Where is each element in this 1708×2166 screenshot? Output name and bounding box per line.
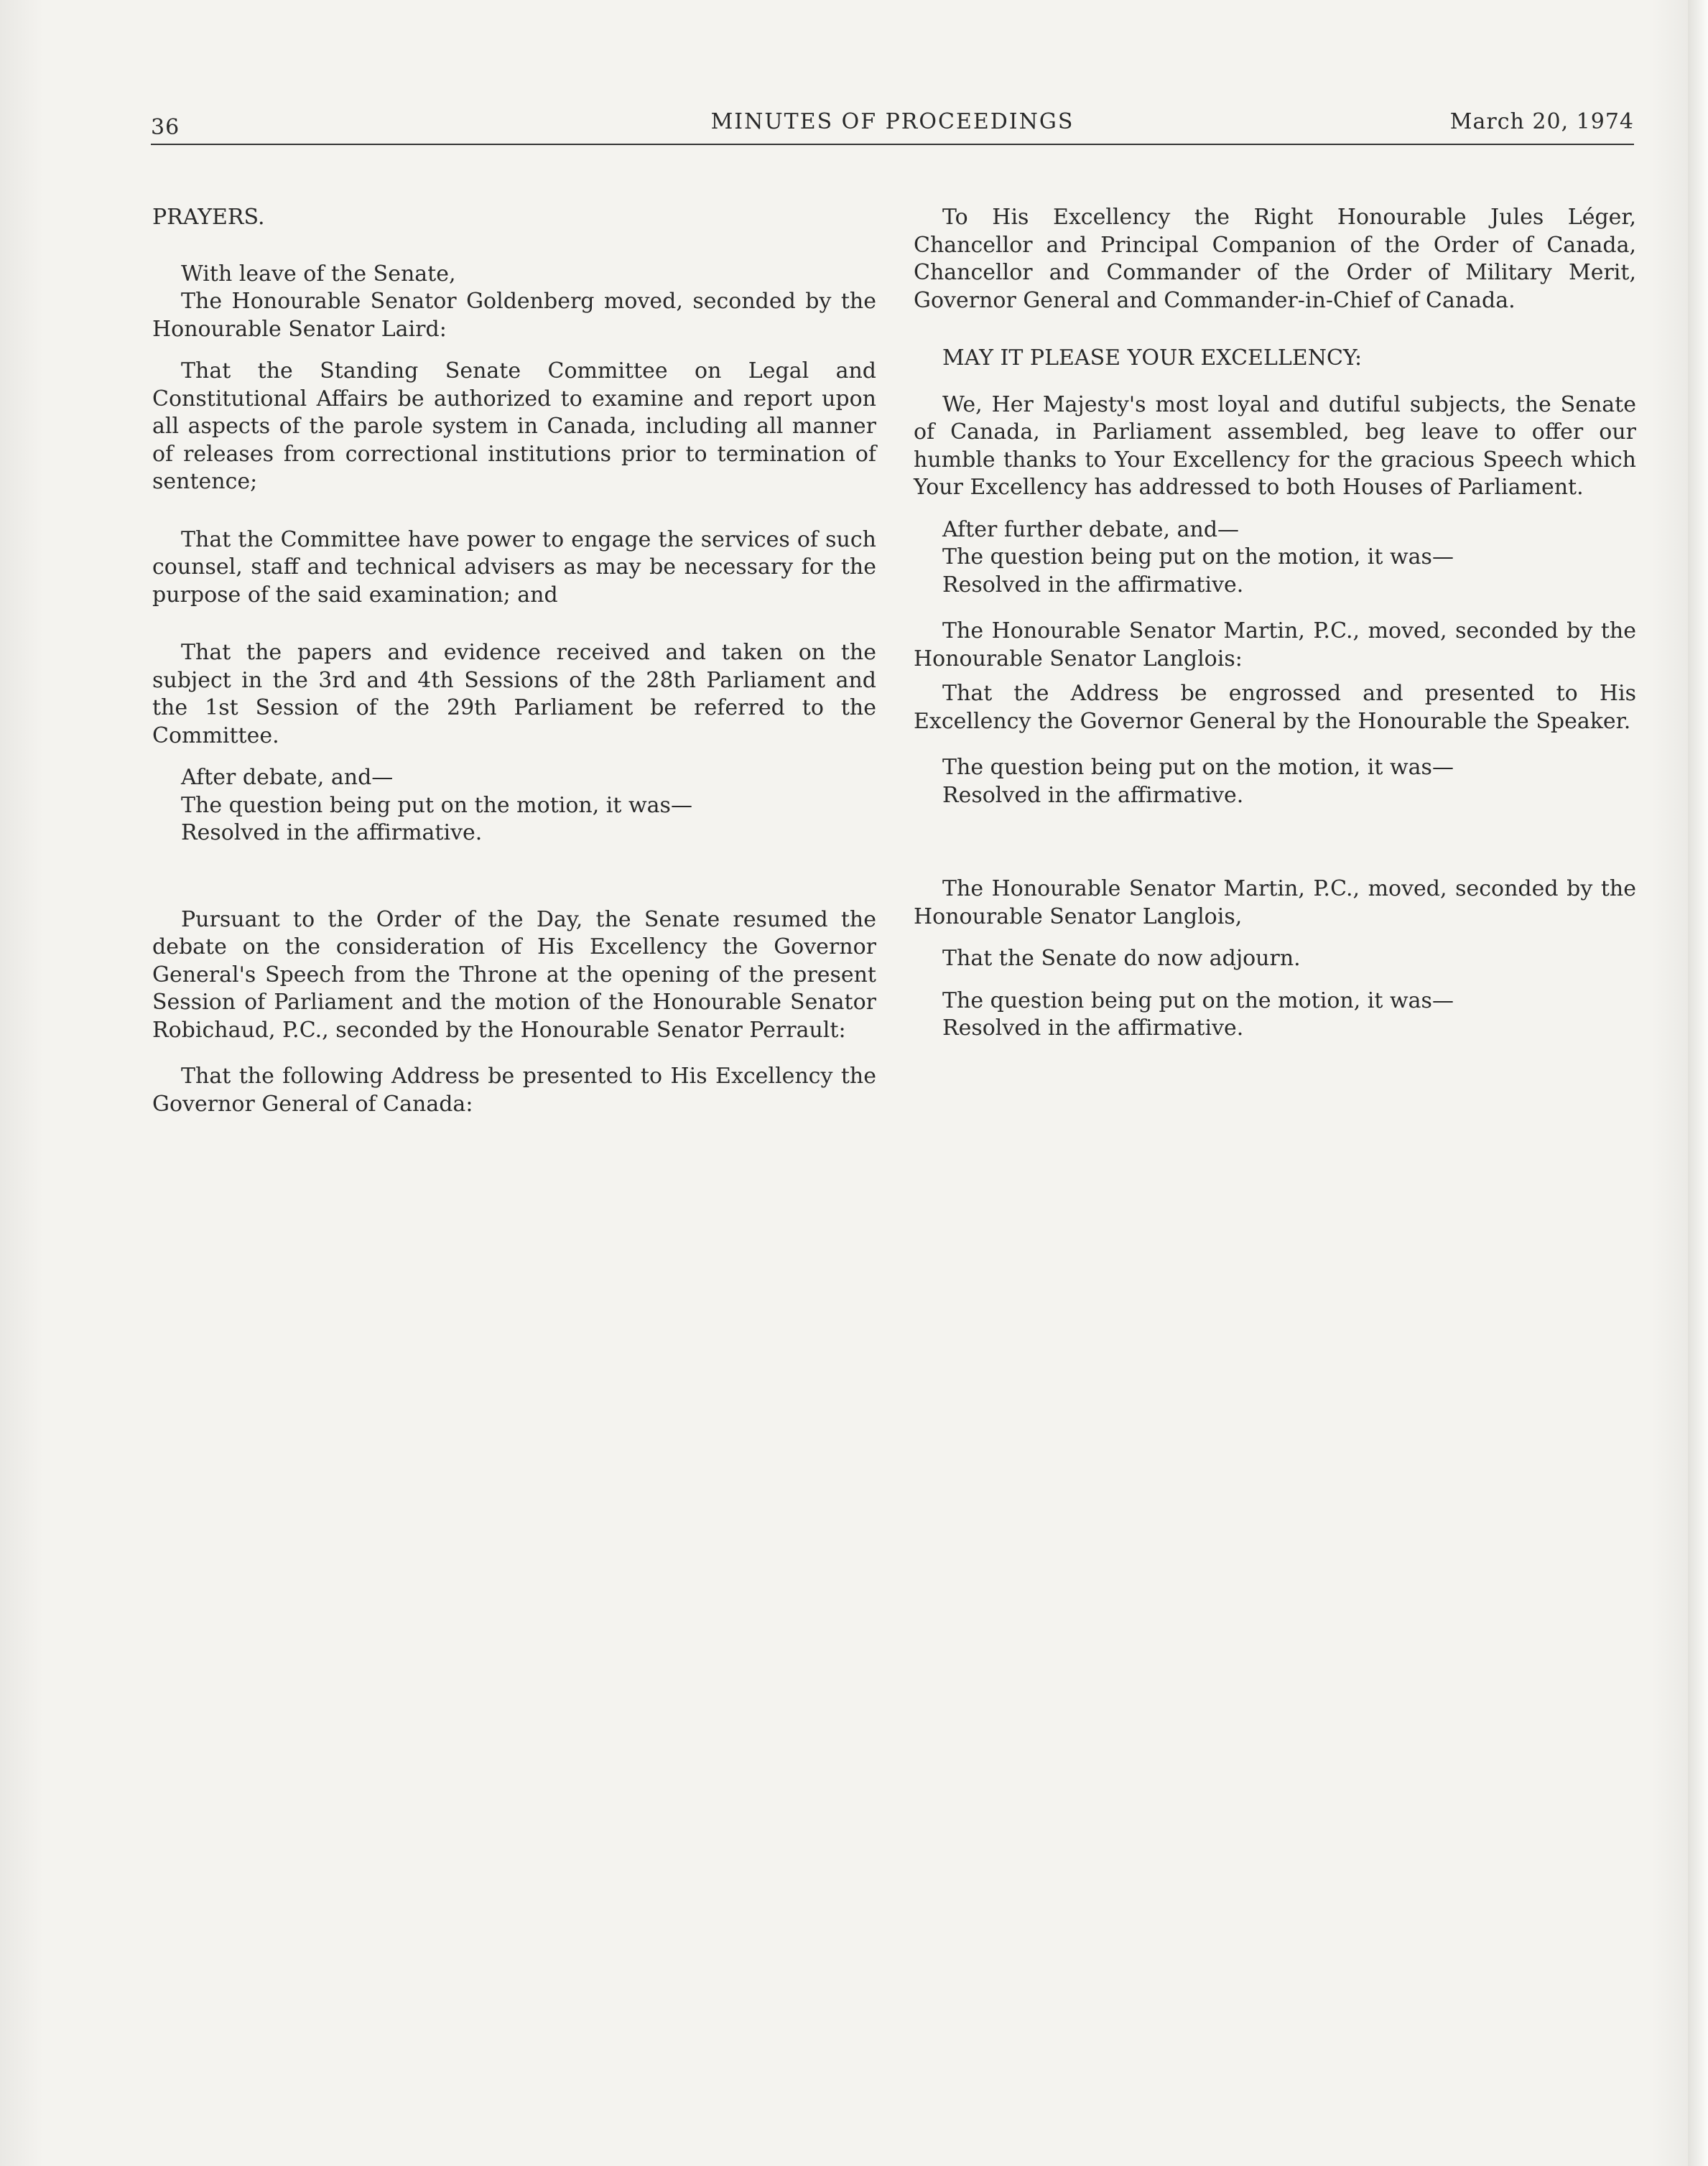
resolved: Resolved in the affirmative.: [942, 572, 1244, 598]
salutation: MAY IT PLEASE YOUR EXCELLENCY:: [942, 345, 1363, 371]
resolved: Resolved in the affirmative.: [181, 820, 483, 845]
left-column: [152, 204, 876, 1118]
leave-line: With leave of the Senate,: [181, 261, 456, 287]
motion: The Honourable Senator Martin, P.C., moved, seconded by the Honourable Senator Langlois:: [914, 618, 1636, 671]
question-put: The question being put on the motion, it was—: [942, 987, 1454, 1013]
paragraph: We, Her Majesty's most loyal and dutiful subjects, the Senate of Canada, in Parliament assembled, beg leave to offer our humble thanks to Your Excellency for the gracious Speech which Your Excellency has addressed to both Houses of Parliament.: [914, 391, 1636, 500]
page-edge: [1688, 0, 1708, 2166]
resolved: Resolved in the affirmative.: [942, 782, 1244, 808]
right-column: [914, 204, 1636, 1043]
adjourn: That the Senate do now adjourn.: [942, 946, 1301, 971]
paragraph: That the Address be engrossed and presented to His Excellency the Governor General by the Honourable the Speaker.: [914, 681, 1636, 734]
paragraph: That the Committee have power to engage the services of such counsel, staff and technical advisers as may be necessary for the purpose of the said examination; and: [152, 526, 876, 608]
address-to: To His Excellency the Right Honourable Jules Léger, Chancellor and Principal Companion of the Order of Canada, Chancellor and Commander of the Order of Military Merit, Governor General and Commander-in-Chief of Canada.: [914, 205, 1636, 313]
motion-intro: The Honourable Senator Goldenberg moved, seconded by the Honourable Senator Laird:: [152, 289, 876, 342]
page-number: 36: [151, 115, 180, 140]
after-debate: After debate, and—: [181, 765, 394, 790]
question-put: The question being put on the motion, it was—: [942, 544, 1454, 570]
heading-prayers: PRAYERS.: [152, 205, 265, 230]
paragraph: That the papers and evidence received and taken on the subject in the 3rd and 4th Sessions of the 28th Parliament and the 1st Session of the 29th Parliament be referred to the Committee.: [152, 640, 876, 748]
after-debate: After further debate, and—: [942, 516, 1240, 542]
header-date: March 20, 1974: [1449, 109, 1634, 134]
question-put: The question being put on the motion, it was—: [181, 792, 692, 818]
question-put: The question being put on the motion, it was—: [942, 755, 1454, 780]
paragraph: That the Standing Senate Committee on Legal and Constitutional Affairs be authorized to examine and report upon all aspects of the parole system in Canada, including all manner of releases from correctional institutions prior to termination of sentence;: [152, 358, 876, 494]
running-header: [151, 106, 1634, 145]
motion: The Honourable Senator Martin, P.C., moved, seconded by the Honourable Senator Langlois,: [914, 876, 1636, 929]
header-title: MINUTES OF PROCEEDINGS: [710, 109, 1075, 134]
paragraph: That the following Address be presented to His Excellency the Governor General of Canada:: [152, 1064, 876, 1117]
paragraph: Pursuant to the Order of the Day, the Senate resumed the debate on the consideration of His Excellency the Governor General's Speech from the Throne at the opening of the present Session of Parliament and the motion of the Honourable Senator Robichaud, P.C., seconded by the Honourable Senator Perrault:: [152, 906, 876, 1043]
resolved: Resolved in the affirmative.: [942, 1015, 1244, 1041]
